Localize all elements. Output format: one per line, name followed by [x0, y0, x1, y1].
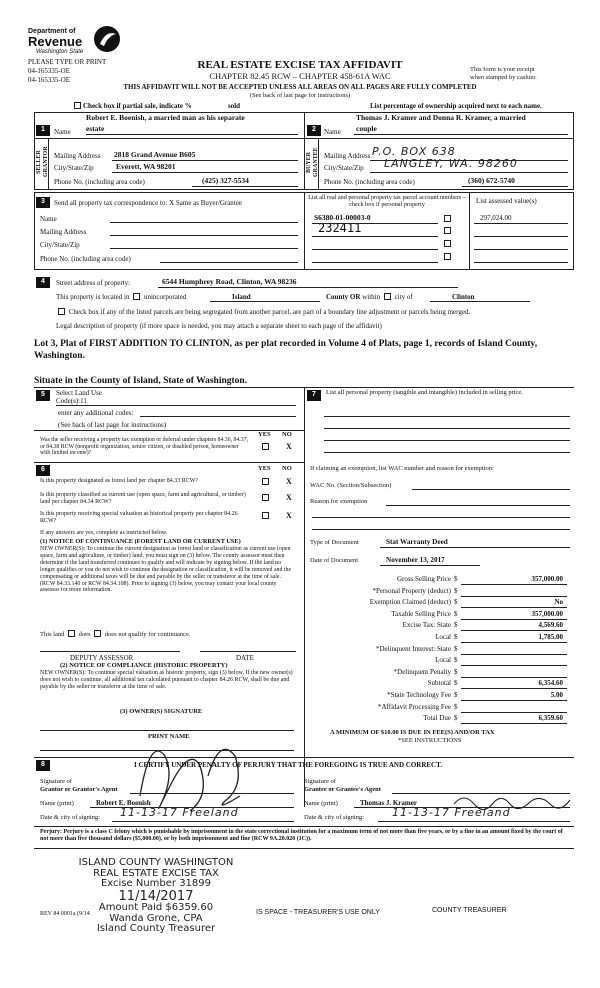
s3-address-label: Mailing Address: [40, 228, 87, 236]
county-name[interactable]: Island: [232, 293, 251, 301]
financial-row: [311, 679, 571, 690]
reason-label: Reason for exemption: [310, 498, 368, 505]
buyer-phone-label: Phone No. (including area code): [324, 178, 415, 186]
section-4-badge: 4: [36, 277, 50, 288]
buyer-address[interactable]: P.O. BOX 638: [372, 145, 456, 158]
treasurer-use-only: IS SPACE - TREASURER'S USE ONLY: [256, 909, 380, 916]
dept-line2: Revenue: [28, 34, 83, 49]
partial-sold: sold: [228, 102, 241, 110]
grantor-sig-label-2: Grantor or Grantor's Agent: [40, 786, 118, 793]
grantor-sig-label-1: Signature of: [40, 778, 72, 785]
buyer-city-label: City/State/Zip: [324, 164, 364, 172]
stamp-line-5: Amount Paid $6359.60: [98, 902, 214, 914]
doc-date-label: Date of Document: [310, 557, 359, 564]
s3-phone-label: Phone No. (including area code): [40, 255, 131, 263]
county-or: County OR: [326, 293, 361, 301]
financial-underline: [461, 619, 567, 620]
dollar-sign: $: [454, 633, 458, 641]
grantor-date-city[interactable]: 11-13-17 Freeland: [120, 806, 239, 819]
parcel-3-checkbox[interactable]: [444, 240, 451, 247]
wac-label: WAC No. (Section/Subsection): [310, 482, 392, 489]
seller-phone[interactable]: (425) 327-5534: [202, 176, 249, 185]
grantee-name[interactable]: Thomas J. Kramer: [360, 799, 417, 807]
financial-row: [311, 645, 571, 656]
segregated-label: Check box if any of the listed parcels are being segregated from another parcel, are part of a boundary line adjustment or parcels being merged.: [68, 308, 471, 316]
dollar-sign: $: [454, 609, 458, 618]
seller-name-1: Robert E. Boenish, a married man as his separate: [86, 113, 245, 122]
form-code-2: 04-165335-OE: [28, 76, 70, 84]
financial-value[interactable]: 6,359.60: [538, 714, 563, 723]
seller-address-label: Mailing Address: [54, 152, 101, 160]
exemption-question: Was the seller receiving a property tax exemption or deferral under chapters 84.36, 84.37, or 84.38 RCW (nonprofit organization, senior citizen, or disabled person, homeowner with limited income)?: [40, 437, 248, 457]
owner-signature-label: (3) OWNER(S) SIGNATURE: [120, 708, 203, 715]
financial-value[interactable]: 4,569.60: [538, 621, 563, 630]
section-1-badge: 1: [36, 125, 50, 136]
doc-date[interactable]: November 13, 2017: [386, 556, 445, 564]
financial-value[interactable]: No: [554, 598, 563, 607]
does-not-qualify-checkbox[interactable]: [94, 630, 101, 637]
financial-underline: [461, 642, 567, 643]
stamp-line-6: Wanda Grone, CPA: [109, 912, 203, 924]
financial-value[interactable]: 5.00: [550, 691, 563, 699]
current-use-question: Is this property classified as current use (open space, farm and agricultural, or timber) land per chapter 84.34 RCW?: [40, 492, 246, 505]
financial-underline: [461, 723, 567, 724]
minimum-note: A MINIMUM OF $10.00 IS DUE IN FEE(S) AND/OR TAX: [330, 729, 495, 736]
situate-line: Situate in the County of Island, State of Washington.: [34, 376, 248, 386]
buyer-name-2: couple: [356, 124, 377, 133]
grantee-name-print-label: Name (print): [304, 800, 338, 807]
this-land-label: This land: [40, 631, 65, 638]
partial-sale-checkbox[interactable]: [74, 102, 81, 109]
notice-continuance-title: (1) NOTICE OF CONTINUANCE (FOREST LAND OR CURRENT USE): [40, 538, 241, 545]
form-see-back: (See back of last page for instructions): [249, 92, 351, 99]
financial-underline: [461, 665, 567, 666]
doc-type-label: Type of Document: [310, 539, 359, 546]
current-use-yes-checkbox[interactable]: [262, 494, 269, 501]
personal-property-label: List all personal property (tangible and intangible) included in selling price.: [326, 389, 523, 396]
see-instructions: *SEE INSTRUCTIONS: [398, 737, 462, 744]
form-subtitle: CHAPTER 82.45 RCW – CHAPTER 458-61A WAC: [209, 71, 391, 81]
land-use-code[interactable]: Code(s):11: [56, 397, 87, 405]
dollar-sign: $: [454, 679, 458, 688]
financial-row: [311, 714, 571, 725]
current-use-no-mark[interactable]: X: [286, 493, 292, 502]
dollar-sign: $: [454, 691, 458, 699]
dollar-sign: $: [454, 714, 458, 723]
grantor-name[interactable]: Robert E. Boenish: [96, 799, 151, 807]
buyer-address-label: Mailing Address: [324, 152, 371, 160]
financial-row: [311, 656, 571, 667]
notice-continuance-text: NEW OWNER(S): To continue the current designation as forest land or classification as current use (open space, farm and agriculture, or timber) land, you must sign on (3) below. The county assessor must then determine if the land transferred continues to qualify and will indicate by signing below. If the land no longer qualifies or you do not wish to continue the designation or classification, it will be removed and the compensating or additional taxes will be due and payable by the seller or transferor at the time of sale. (RCW 84.33.140 or RCW 84.34.108). Prior to signing (3) below, you may contact your local county assessor for more information.: [40, 546, 292, 594]
financial-label: Exemption Claimed (deduct): [369, 598, 451, 607]
financial-row: [311, 587, 571, 598]
parcel-4-checkbox[interactable]: [444, 253, 451, 260]
financial-row: [311, 621, 571, 632]
city-name[interactable]: Clinton: [452, 293, 475, 301]
s6-yes: YES: [258, 465, 271, 472]
form-code-1: 04-165335-OE: [28, 67, 70, 75]
buyer-phone[interactable]: (360) 672-5740: [468, 176, 515, 185]
seller-name-label: Name: [54, 128, 71, 136]
grantee-date-city[interactable]: 11-13-17 Freeland: [392, 806, 511, 819]
forest-no-mark[interactable]: X: [286, 477, 292, 486]
assessed-header: List assessed value(s): [476, 197, 537, 205]
financial-label: Local: [435, 633, 451, 641]
s3-city-label: City/State/Zip: [40, 241, 80, 249]
within-city-checkbox[interactable]: [384, 293, 391, 300]
dollar-sign: $: [454, 667, 458, 676]
legal-description-label: Legal description of property (if more space is needed, you may attach a separate sheet to each page of the affidavit): [56, 322, 382, 330]
dollar-sign: $: [454, 586, 458, 595]
doc-type[interactable]: Stat Warranty Deed: [386, 538, 448, 546]
print-name-label: PRINT NAME: [148, 733, 190, 740]
dollar-sign: $: [454, 575, 458, 583]
parcel-header: List all real and personal property tax parcel account numbers – check box if personal property: [308, 194, 466, 209]
financial-label: Excise Tax: State: [402, 621, 451, 630]
grantor-date-label: Date & city of signing:: [40, 814, 100, 821]
dollar-sign: $: [454, 656, 458, 665]
financial-row: [311, 598, 571, 609]
section-6-badge: 6: [36, 465, 50, 476]
seller-address[interactable]: 2818 Grand Avenue B605: [114, 150, 196, 159]
financial-underline: [461, 677, 567, 678]
street-address[interactable]: 6544 Humphrey Road, Clinton, WA 98236: [162, 277, 297, 286]
segregated-checkbox[interactable]: [58, 308, 65, 315]
stamp-line-1: ISLAND COUNTY WASHINGTON: [78, 857, 234, 868]
seller-name-2: estate: [86, 124, 105, 133]
seller-phone-label: Phone No. (including area code): [54, 178, 145, 186]
tax-correspondence: Send all property tax correspondence to: X Same as Buyer/Grantee: [54, 199, 242, 207]
historic-no-mark[interactable]: X: [286, 511, 292, 520]
financial-underline: [461, 688, 567, 689]
forest-yes-checkbox[interactable]: [262, 478, 269, 485]
notice-compliance-title: (2) NOTICE OF COMPLIANCE (HISTORIC PROPERTY): [60, 662, 228, 669]
parcel-number-1[interactable]: S6380-01-00003-0: [314, 213, 371, 222]
legal-description: Lot 3, Plat of FIRST ADDITION TO CLINTON, as per plat recorded in Volume 4 of Plats, page 1, records of Island County, Washington.: [34, 339, 538, 362]
exemption-claim-label: If claiming an exemption, list WAC number and reason for exemption:: [310, 465, 494, 472]
financial-label: *Personal Property (deduct): [372, 586, 451, 595]
dollar-sign: $: [454, 621, 458, 630]
assessor-date: DATE: [236, 654, 254, 662]
financial-label: Total Due: [423, 714, 451, 723]
financial-label: *Delinquent Penalty: [393, 667, 451, 676]
seller-side-label: SELLER GRANTOR: [36, 146, 49, 178]
dollar-sign: $: [454, 702, 458, 711]
select-land-use: Select Land Use: [56, 389, 102, 397]
dept-line1: Department of: [28, 28, 76, 35]
s5-see-back: (See back of last page for instructions): [58, 421, 167, 429]
dollar-sign: $: [454, 598, 458, 607]
grantor-name-print-label: Name (print): [40, 800, 74, 807]
financial-row: [311, 668, 571, 679]
financial-row: [311, 691, 571, 702]
stamp-line-2: REAL ESTATE EXCISE TAX: [93, 867, 219, 879]
dollar-sign: $: [454, 644, 458, 653]
section-7-badge: 7: [307, 390, 321, 401]
financial-label: Local: [435, 656, 451, 665]
financial-label: *Affidavit Processing Fee: [378, 702, 451, 711]
grantee-signature-scribble: [450, 790, 575, 812]
financial-underline: [461, 700, 567, 701]
financial-underline: [461, 654, 567, 655]
any-yes-note: If any answers are yes, complete as instructed below.: [40, 530, 168, 536]
grantee-sig-label-1: Signature of: [304, 778, 336, 785]
s3-name-label: Name: [40, 215, 57, 223]
parcel-2-checkbox[interactable]: [444, 227, 451, 234]
financial-label: Taxable Selling Price: [391, 609, 451, 618]
buyer-name-label: Name: [324, 128, 341, 136]
deputy-assessor: DEPUTY ASSESSOR: [70, 654, 134, 662]
dept-line3: Washington State: [36, 49, 84, 55]
stamp-line-3: Excise Number 31899: [100, 878, 212, 889]
financial-value[interactable]: 6,354.60: [538, 679, 563, 688]
please-type: PLEASE TYPE OR PRINT: [28, 58, 107, 66]
financial-underline: [461, 596, 567, 597]
located-label: This property is located in: [56, 293, 130, 301]
s5-yes: YES: [258, 431, 271, 438]
exemption-no-mark[interactable]: X: [286, 442, 292, 451]
unincorporated-checkbox[interactable]: [133, 293, 140, 300]
s5-no: NO: [282, 431, 292, 438]
financial-underline: [461, 712, 567, 713]
financial-label: Gross Selling Price: [396, 575, 451, 583]
stamp-line-7: Island County Treasurer: [96, 923, 216, 935]
dor-logo-icon: [92, 24, 122, 54]
financial-value[interactable]: 357,000.00: [531, 575, 563, 583]
ownership-note: List percentage of ownership acquired next to each name.: [370, 102, 542, 110]
financial-label: *Delinquent Interest: State: [375, 644, 451, 653]
perjury-text: Perjury: Perjury is a class C felony which is punishable by imprisonment in the state correctional institution for a maximum term of not more than five years, or by a fine in an amount fixed by the court of not more than five thousand dollars ($5,000.00), or by both imprisonment and fine (RCW 9A.20.020 (1C)).: [40, 829, 563, 843]
notice-compliance-text: NEW OWNER(S): To continue special valuation as historic property, sign (3) below. If the new owner(s) does not wish to continue, all additional tax calculated pursuant to chapter 84.26 RCW, shall be due and payable by the seller or transferor at the time of sale.: [40, 670, 293, 691]
city-of-label: city of: [394, 293, 413, 301]
additional-codes: enter any additional codes:: [58, 409, 134, 417]
parcel-number-2[interactable]: 232411: [318, 221, 362, 235]
exemption-yes-checkbox[interactable]: [262, 443, 269, 450]
form-warning: THIS AFFIDAVIT WILL NOT BE ACCEPTED UNLESS ALL AREAS ON ALL PAGES ARE FULLY COMPLETED: [123, 83, 477, 91]
buyer-name-1: Thomas J. Kramer and Donna R. Kramer, a married: [356, 113, 526, 122]
assessed-value-1[interactable]: 297,024.00: [480, 214, 512, 222]
financial-underline: [461, 607, 567, 608]
county-treasurer: COUNTY TREASURER: [432, 907, 507, 914]
financial-value[interactable]: 357,000.00: [531, 609, 563, 618]
unincorporated-label: unincorporated: [143, 293, 187, 301]
does-qualify-checkbox[interactable]: [68, 630, 75, 637]
rev-code: REV 84 0001a (9/14: [40, 911, 90, 917]
section-2-badge: 2: [307, 125, 321, 136]
stamp-line-4: 11/14/2017: [118, 888, 194, 904]
perjury-statement: [40, 829, 572, 843]
s6-no: NO: [282, 465, 292, 472]
financial-row: [311, 610, 571, 621]
financial-value[interactable]: 1,785.00: [538, 633, 563, 641]
parcel-1-checkbox[interactable]: [444, 215, 451, 222]
buyer-side-label: BUYER GRANTEE: [306, 147, 319, 177]
treasurer-stamp: [66, 858, 246, 935]
financial-row: [311, 633, 571, 644]
grantee-date-label: Date & city of signing:: [304, 814, 364, 821]
receipt-note-2: when stamped by cashier.: [470, 74, 537, 81]
seller-city-label: City/State/Zip: [54, 164, 94, 172]
financial-label: Subtotal: [427, 679, 451, 688]
does-not-label: does not qualify for continuance.: [104, 631, 191, 638]
grantee-sig-label-2: Grantee or Grantee's Agent: [304, 786, 381, 793]
within-label: within: [362, 293, 381, 301]
seller-city[interactable]: Everett, WA 98201: [116, 162, 176, 171]
buyer-city[interactable]: LANGLEY, WA. 98260: [384, 157, 518, 170]
financial-row: [311, 575, 571, 586]
historic-yes-checkbox[interactable]: [262, 512, 269, 519]
form-title: REAL ESTATE EXCISE TAX AFFIDAVIT: [197, 59, 403, 71]
historic-question: Is this property receiving special valuation as historical property per chapter 84.26 RCW?: [40, 511, 238, 524]
receipt-note-1: This form is your receipt: [470, 66, 535, 73]
financial-underline: [461, 630, 567, 631]
financial-label: *State Technology Fee: [387, 691, 451, 699]
street-label: Street address of property:: [56, 279, 131, 287]
section-8-badge: 8: [36, 760, 50, 771]
partial-sale-label: Check box if partial sale, indicate %: [83, 102, 192, 110]
forest-land-question: Is this property designated as forest land per chapter 84.33 RCW?: [40, 478, 199, 484]
section-5-badge: 5: [36, 390, 50, 401]
financial-row: [311, 703, 571, 714]
section-3-badge: 3: [36, 197, 50, 208]
certify-statement: I CERTIFY UNDER PENALTY OF PERJURY THAT THE FOREGOING IS TRUE AND CORRECT.: [134, 761, 443, 769]
does-label: does: [78, 631, 91, 638]
financial-underline: [461, 584, 567, 585]
